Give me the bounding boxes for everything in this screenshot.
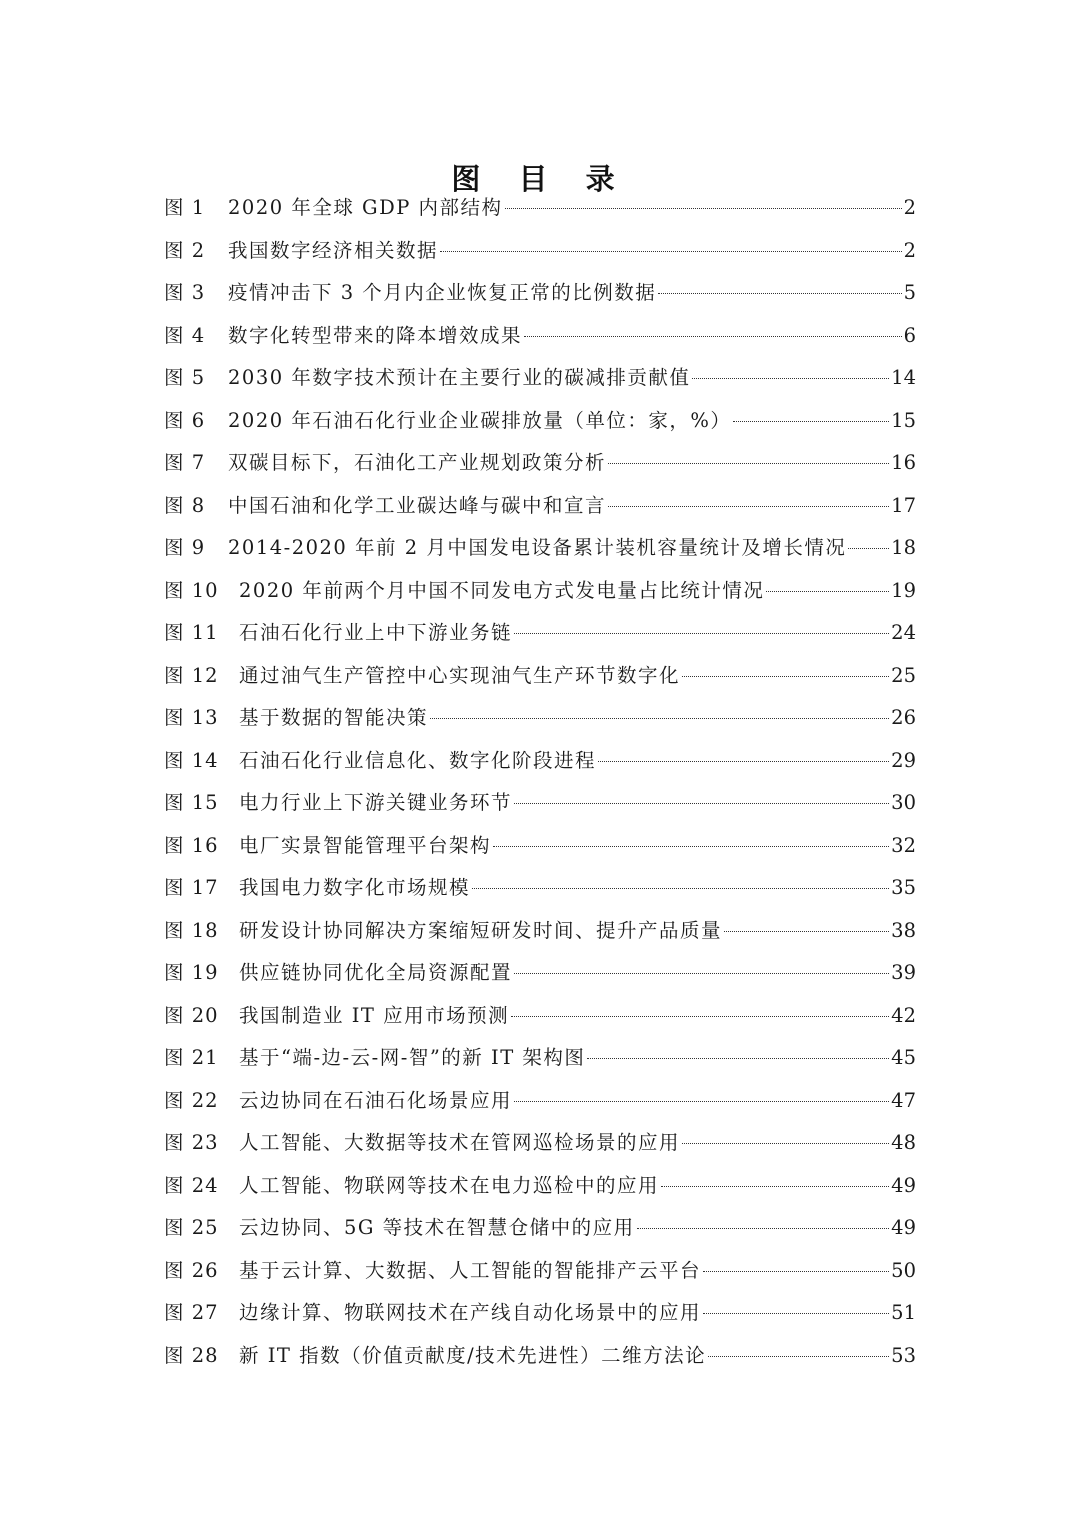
figure-title: 人工智能、物联网等技术在电力巡检中的应用 (239, 1173, 660, 1197)
page-number: 38 (891, 918, 916, 942)
figure-title: 电力行业上下游关键业务环节 (239, 791, 513, 814)
page-number: 32 (891, 833, 916, 857)
toc-entry[interactable] (164, 910, 916, 953)
figure-label: 图 17 (164, 876, 219, 899)
figure-title: 基于云计算、大数据、人工智能的智能排产云平台 (239, 1258, 702, 1282)
page-number: 25 (891, 663, 916, 687)
figure-label: 图 8 (164, 493, 206, 517)
toc-entry[interactable] (164, 1335, 916, 1378)
figure-title: 双碳目标下，石油化工产业规划政策分析 (228, 451, 607, 474)
page-title: 图 目 录 (451, 162, 629, 197)
figure-label: 图 16 (164, 833, 219, 857)
figure-label: 图 3 (164, 281, 206, 304)
dot-leader (514, 1101, 889, 1102)
figure-label: 图 2 (164, 238, 206, 262)
figure-title: 人工智能、大数据等技术在管网巡检场景的应用 (239, 1131, 681, 1154)
toc-entry[interactable] (164, 442, 916, 485)
dot-leader (637, 1228, 889, 1229)
page-number: 15 (891, 408, 916, 432)
figure-title: 新 IT 指数（价值贡献度/技术先进性）二维方法论 (239, 1343, 707, 1367)
dot-leader (682, 1143, 889, 1144)
figure-label: 图 5 (164, 366, 206, 389)
figure-title: 研发设计协同解决方案缩短研发时间、提升产品质量 (239, 918, 723, 942)
page-number: 2 (903, 238, 916, 262)
page-number: 17 (891, 493, 916, 517)
toc-entry[interactable] (164, 952, 916, 995)
figure-title: 中国石油和化学工业碳达峰与碳中和宣言 (228, 493, 607, 517)
page-number: 51 (891, 1301, 916, 1324)
figure-title: 基于数据的智能决策 (239, 706, 429, 729)
dot-leader (848, 548, 889, 549)
toc-entry[interactable] (164, 612, 916, 655)
toc-entry[interactable] (164, 782, 916, 825)
dot-leader (733, 421, 889, 422)
dot-leader (524, 336, 902, 337)
figure-label: 图 28 (164, 1343, 219, 1367)
toc-entry[interactable] (164, 1292, 916, 1335)
page-number: 45 (891, 1046, 916, 1069)
figure-title: 2020 年全球 GDP 内部结构 (228, 196, 503, 219)
figure-label: 图 4 (164, 323, 206, 347)
dot-leader (587, 1058, 889, 1059)
toc-entry[interactable] (164, 867, 916, 910)
figure-title: 边缘计算、物联网技术在产线自动化场景中的应用 (239, 1301, 702, 1324)
dot-leader (493, 846, 889, 847)
dot-leader (703, 1271, 889, 1272)
figure-label: 图 19 (164, 961, 219, 984)
toc-entry[interactable] (164, 995, 916, 1038)
toc-entry[interactable] (164, 485, 916, 528)
dot-leader (661, 1186, 889, 1187)
figure-label: 图 13 (164, 706, 219, 729)
page-number: 49 (891, 1216, 916, 1239)
toc-entry[interactable] (164, 655, 916, 698)
figure-label: 图 24 (164, 1173, 219, 1197)
figure-title: 云边协同在石油石化场景应用 (239, 1088, 513, 1112)
page-number: 16 (891, 451, 916, 474)
dot-leader (658, 293, 901, 294)
figure-title: 通过油气生产管控中心实现油气生产环节数字化 (239, 663, 681, 687)
figure-label: 图 21 (164, 1046, 219, 1069)
figure-title: 我国数字经济相关数据 (228, 238, 439, 262)
figure-label: 图 7 (164, 451, 206, 474)
dot-leader (514, 973, 889, 974)
figure-label: 图 22 (164, 1088, 219, 1112)
figure-title: 2030 年数字技术预计在主要行业的碳减排贡献值 (228, 366, 691, 389)
figure-label: 图 10 (164, 578, 219, 602)
toc-entry[interactable] (164, 315, 916, 358)
page-number: 14 (891, 366, 916, 389)
dot-leader (505, 208, 902, 209)
toc-entry[interactable] (164, 1250, 916, 1293)
page-number: 49 (891, 1173, 916, 1197)
page-number: 18 (891, 536, 916, 559)
page-number: 6 (903, 323, 916, 347)
dot-leader (511, 1016, 889, 1017)
figure-title: 2014-2020 年前 2 月中国发电设备累计装机容量统计及增长情况 (228, 536, 847, 559)
page-number: 42 (891, 1003, 916, 1027)
dot-leader (692, 378, 889, 379)
figure-title: 疫情冲击下 3 个月内企业恢复正常的比例数据 (228, 281, 657, 304)
figure-title: 数字化转型带来的降本增效成果 (228, 323, 523, 347)
page-number: 53 (891, 1343, 916, 1367)
figure-label: 图 12 (164, 663, 219, 687)
dot-leader (440, 251, 902, 252)
page-number: 48 (891, 1131, 916, 1154)
toc-entry[interactable] (164, 1080, 916, 1123)
figure-label: 图 11 (164, 621, 219, 644)
dot-leader (766, 591, 889, 592)
figure-list (164, 187, 916, 1377)
toc-entry[interactable] (164, 187, 916, 230)
toc-entry[interactable] (164, 570, 916, 613)
dot-leader (514, 803, 889, 804)
page-number: 5 (903, 281, 916, 304)
figure-label: 图 18 (164, 918, 219, 942)
dot-leader (514, 633, 889, 634)
figure-label: 图 25 (164, 1216, 219, 1239)
figure-title: 电厂实景智能管理平台架构 (239, 833, 492, 857)
figure-label: 图 1 (164, 196, 206, 219)
toc-entry[interactable] (164, 357, 916, 400)
dot-leader (430, 718, 889, 719)
toc-entry[interactable] (164, 1037, 916, 1080)
dot-leader (703, 1313, 889, 1314)
page-number: 47 (891, 1088, 916, 1112)
figure-label: 图 23 (164, 1131, 219, 1154)
dot-leader (608, 506, 889, 507)
figure-title: 2020 年前两个月中国不同发电方式发电量占比统计情况 (239, 578, 765, 602)
figure-title: 2020 年石油石化行业企业碳排放量（单位：家，%） (228, 408, 732, 432)
figure-title: 云边协同、5G 等技术在智慧仓储中的应用 (239, 1216, 635, 1239)
page-number: 29 (891, 748, 916, 772)
page-number: 30 (891, 791, 916, 814)
figure-title: 供应链协同优化全局资源配置 (239, 961, 513, 984)
figure-label: 图 26 (164, 1258, 219, 1282)
toc-entry[interactable] (164, 230, 916, 273)
page-number: 26 (891, 706, 916, 729)
figure-label: 图 9 (164, 536, 206, 559)
dot-leader (598, 761, 889, 762)
toc-entry[interactable] (164, 1207, 916, 1250)
toc-entry[interactable] (164, 527, 916, 570)
toc-entry[interactable] (164, 272, 916, 315)
dot-leader (708, 1356, 889, 1357)
toc-entry[interactable] (164, 400, 916, 443)
figure-title: 石油石化行业上中下游业务链 (239, 621, 513, 644)
dot-leader (472, 888, 889, 889)
page-number: 19 (891, 578, 916, 602)
toc-entry[interactable] (164, 1165, 916, 1208)
toc-entry[interactable] (164, 1122, 916, 1165)
figure-label: 图 15 (164, 791, 219, 814)
dot-leader (682, 676, 889, 677)
dot-leader (608, 463, 889, 464)
toc-entry[interactable] (164, 740, 916, 783)
figure-label: 图 20 (164, 1003, 219, 1027)
page-number: 50 (891, 1258, 916, 1282)
page-number: 35 (891, 876, 916, 899)
figure-title: 基于“端-边-云-网-智”的新 IT 架构图 (239, 1046, 586, 1069)
figure-label: 图 27 (164, 1301, 219, 1324)
figure-title: 我国制造业 IT 应用市场预测 (239, 1003, 510, 1027)
page-number: 24 (891, 621, 916, 644)
figure-title: 石油石化行业信息化、数字化阶段进程 (239, 748, 597, 772)
page-number: 2 (903, 196, 916, 219)
figure-label: 图 6 (164, 408, 206, 432)
toc-entry[interactable] (164, 697, 916, 740)
dot-leader (724, 931, 889, 932)
page-number: 39 (891, 961, 916, 984)
toc-entry[interactable] (164, 825, 916, 868)
figure-title: 我国电力数字化市场规模 (239, 876, 471, 899)
figure-label: 图 14 (164, 748, 219, 772)
